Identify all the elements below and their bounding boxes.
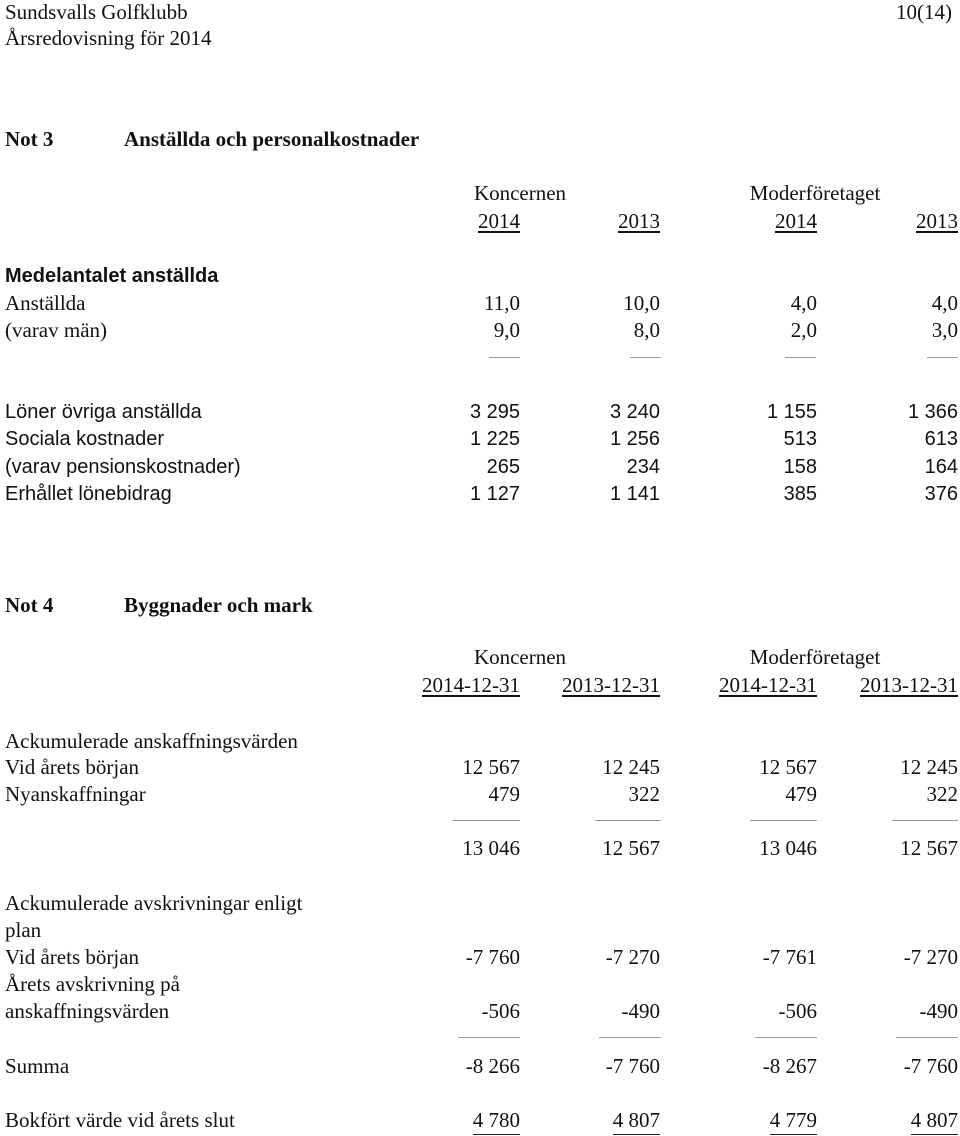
total-cell <box>697 1110 817 1131</box>
cell: 4,0 <box>931 291 958 315</box>
row-label: Löner övriga anställda <box>5 401 202 423</box>
divider <box>927 357 958 358</box>
cell: 322 <box>628 782 660 806</box>
cell: 11,0 <box>484 291 520 315</box>
note3-year-col1: 2014 <box>478 209 520 233</box>
divider <box>750 820 817 821</box>
cell: 9,0 <box>493 318 520 342</box>
note4-section-anskaffning: Ackumulerade anskaffningsvärden <box>5 729 298 753</box>
cell: -506 <box>481 999 520 1023</box>
note3-year-col3: 2014 <box>775 209 817 233</box>
note3-number: Not 3 <box>5 127 54 151</box>
note4-date-col4: 2013-12-31 <box>860 673 958 697</box>
cell: 613 <box>924 428 958 450</box>
cell: 1 155 <box>766 401 817 423</box>
cell: 3 240 <box>609 401 660 423</box>
note3-year-col4: 2013 <box>916 209 958 233</box>
cell: -7 761 <box>762 945 817 969</box>
row-label: (varav pensionskostnader) <box>5 456 241 478</box>
cell: 265 <box>486 456 520 478</box>
subtotal-cell: 12 567 <box>900 836 958 860</box>
note4-section-avskrivningar: Ackumulerade avskrivningar enligt <box>5 891 303 915</box>
divider <box>489 357 520 358</box>
cell: 1 127 <box>469 483 520 505</box>
total-cell <box>540 1110 660 1131</box>
note4-date-col1: 2014-12-31 <box>422 673 520 697</box>
note3-section-medelantal: Medelantalet anställda <box>5 265 219 287</box>
note4-title: Byggnader och mark <box>124 593 313 617</box>
cell: -8 266 <box>465 1054 520 1078</box>
total-value: 4 779 <box>770 1108 817 1135</box>
cell: 1 225 <box>469 428 520 450</box>
divider <box>892 820 958 821</box>
cell: 234 <box>626 456 660 478</box>
divider <box>599 1037 661 1038</box>
row-label: Vid årets början <box>5 755 140 779</box>
cell: -7 760 <box>465 945 520 969</box>
total-cell <box>838 1110 958 1131</box>
cell: 479 <box>488 782 520 806</box>
row-label: Årets avskrivning på <box>5 972 180 996</box>
note4-group-moderforetaget: Moderföretaget <box>749 645 881 669</box>
cell: -490 <box>919 999 958 1023</box>
divider <box>595 820 661 821</box>
note4-number: Not 4 <box>5 593 54 617</box>
note3-year-col2: 2013 <box>618 209 660 233</box>
header-org: Sundsvalls Golfklubb <box>5 0 188 24</box>
cell: 2,0 <box>790 318 817 342</box>
note4-group-koncernen: Koncernen <box>473 645 567 669</box>
divider <box>630 357 661 358</box>
total-value: 4 807 <box>613 1108 660 1135</box>
divider <box>755 1037 817 1038</box>
cell: -506 <box>778 999 817 1023</box>
cell: 1 256 <box>609 428 660 450</box>
cell: 12 245 <box>900 755 958 779</box>
subtotal-cell: 12 567 <box>602 836 660 860</box>
cell: 12 567 <box>759 755 817 779</box>
total-value: 4 780 <box>473 1108 520 1135</box>
cell: 1 366 <box>907 401 958 423</box>
note4-date-col2: 2013-12-31 <box>562 673 660 697</box>
cell: 158 <box>783 456 817 478</box>
cell: 8,0 <box>633 318 660 342</box>
divider <box>458 1037 520 1038</box>
cell: 513 <box>783 428 817 450</box>
cell: -8 267 <box>762 1054 817 1078</box>
cell: 164 <box>924 456 958 478</box>
row-label: Bokfört värde vid årets slut <box>5 1108 235 1132</box>
row-label: Sociala kostnader <box>5 428 164 450</box>
subtotal-cell: 13 046 <box>759 836 817 860</box>
cell: -7 270 <box>605 945 660 969</box>
divider <box>453 820 520 821</box>
note3-group-koncernen: Koncernen <box>473 181 567 205</box>
cell: -7 760 <box>903 1054 958 1078</box>
header-doc-title: Årsredovisning för 2014 <box>5 26 212 50</box>
subtotal-cell: 13 046 <box>462 836 520 860</box>
cell: 322 <box>926 782 958 806</box>
row-label: Summa <box>5 1054 70 1078</box>
total-value: 4 807 <box>911 1108 958 1135</box>
note3-group-moderforetaget: Moderföretaget <box>749 181 881 205</box>
cell: 10,0 <box>623 291 660 315</box>
divider <box>896 1037 958 1038</box>
row-label: Vid årets början <box>5 945 140 969</box>
cell: 376 <box>924 483 958 505</box>
cell: -490 <box>621 999 660 1023</box>
row-label-cont: anskaffningsvärden <box>5 999 170 1023</box>
cell: -7 270 <box>903 945 958 969</box>
cell: 12 245 <box>602 755 660 779</box>
cell: 4,0 <box>790 291 817 315</box>
row-label: Erhållet lönebidrag <box>5 483 172 505</box>
cell: 3 295 <box>469 401 520 423</box>
cell: -7 760 <box>605 1054 660 1078</box>
note3-title: Anställda och personalkostnader <box>124 127 420 151</box>
row-label: Anställda <box>5 291 86 315</box>
total-cell <box>400 1110 520 1131</box>
row-label: (varav män) <box>5 318 108 342</box>
cell: 479 <box>785 782 817 806</box>
note4-section-avskrivningar-cont: plan <box>5 918 42 942</box>
divider <box>785 357 816 358</box>
cell: 12 567 <box>462 755 520 779</box>
cell: 385 <box>783 483 817 505</box>
header-page-number: 10(14) <box>896 0 952 24</box>
cell: 3,0 <box>931 318 958 342</box>
cell: 1 141 <box>609 483 660 505</box>
note4-date-col3: 2014-12-31 <box>719 673 817 697</box>
row-label: Nyanskaffningar <box>5 782 146 806</box>
